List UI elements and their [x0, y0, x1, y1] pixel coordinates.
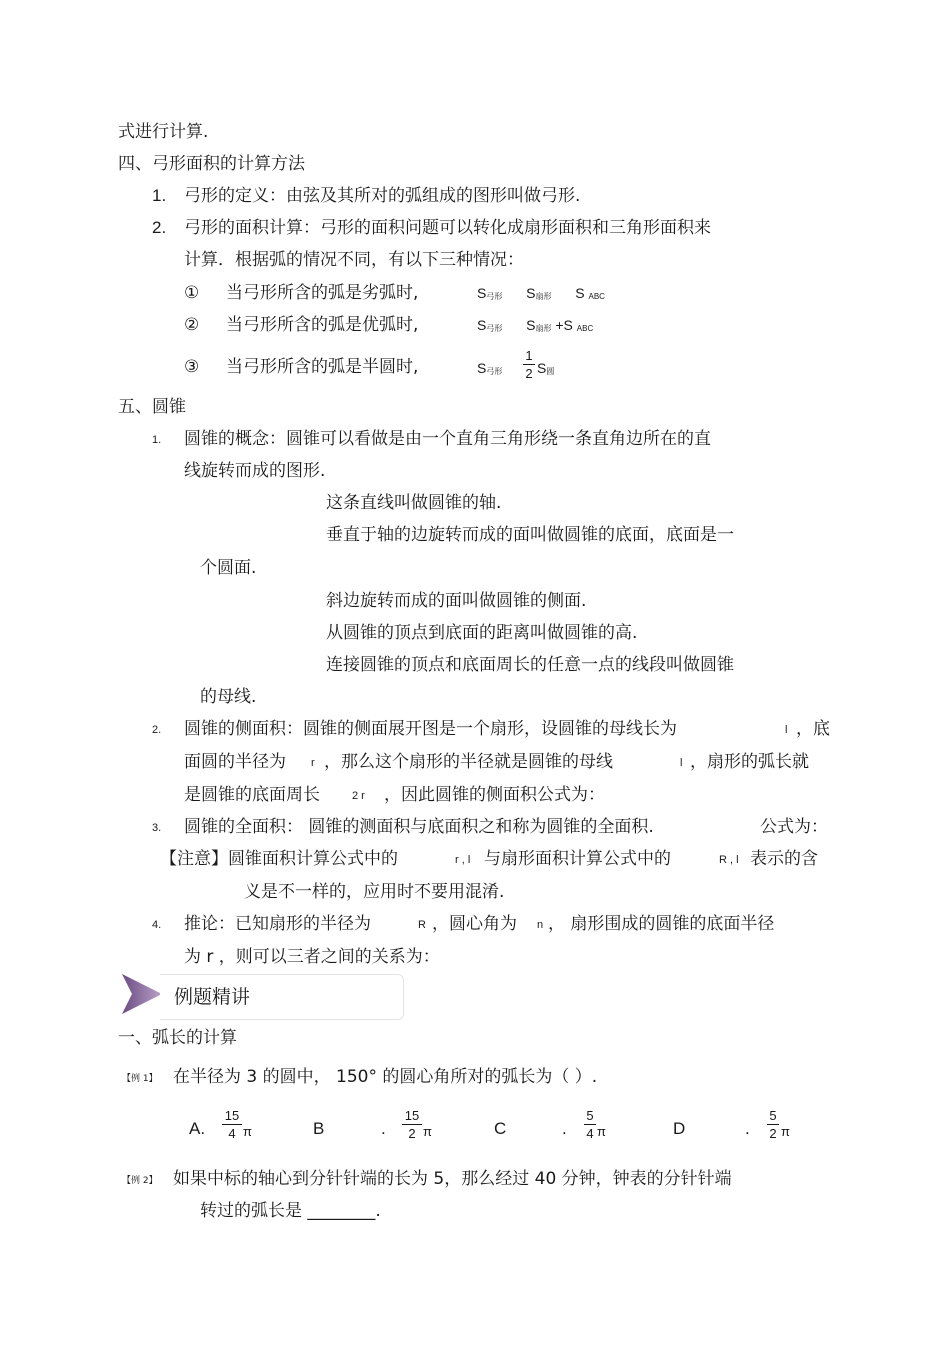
math-expr: R , l	[719, 854, 739, 866]
fraction-denominator: 4	[586, 1126, 594, 1141]
fraction-numerator: 5	[586, 1108, 594, 1123]
note-line: 与扇形面积计算公式中的	[484, 849, 671, 869]
text-line: ，因此圆锥的侧面积公式为：	[384, 785, 605, 805]
text-line: 个圆面.	[200, 558, 257, 578]
option-label-b: B	[313, 1119, 325, 1138]
text-line: 连接圆锥的顶点和底面周长的任意一点的线段叫做圆锥	[326, 655, 734, 675]
text-line: 垂直于轴的边旋转而成的面叫做圆锥的底面，底面是一	[326, 525, 734, 545]
text-line: 圆锥的侧面积：圆锥的侧面展开图是一个扇形，设圆锥的母线长为	[184, 719, 677, 739]
text-line: ， 扇形围成的圆锥的底面半径	[548, 914, 775, 934]
fraction-one-half	[523, 348, 535, 381]
text-line: 式进行计算.	[118, 122, 209, 142]
text-line: 当弓形所含的弧是半圆时,	[226, 357, 419, 377]
pi-symbol: π	[423, 1124, 432, 1139]
text-line: ，底	[796, 719, 830, 739]
formula-symbol: S	[575, 285, 585, 301]
list-number: 1.	[152, 186, 167, 205]
option-b-fraction	[402, 1108, 422, 1141]
formula-subscript: 弓形	[486, 367, 503, 376]
text-line: 线旋转而成的图形.	[184, 461, 326, 481]
list-number: 2.	[152, 218, 167, 237]
banner-arrow-icon	[118, 972, 166, 1016]
math-expr: r , l	[455, 854, 471, 866]
text-line: ，那么这个扇形的半径就是圆锥的母线	[324, 752, 613, 772]
formula-symbol: S	[526, 285, 536, 301]
fraction-numerator: 15	[404, 1108, 420, 1123]
section-heading-5: 五、圆锥	[118, 397, 186, 417]
fraction-bar	[584, 1124, 596, 1125]
text-line: 从圆锥的顶点到底面的距离叫做圆锥的高.	[326, 623, 638, 643]
case-marker: ①	[184, 283, 200, 303]
formula-segment-area	[477, 282, 605, 308]
option-a-fraction	[222, 1108, 242, 1141]
fraction-numerator: 5	[769, 1108, 777, 1123]
option-label-c: C	[494, 1119, 507, 1138]
formula-segment-area	[477, 314, 593, 340]
text-line: 计算．根据弧的情况不同，有以下三种情况：	[184, 250, 524, 270]
section-heading-examples: 一、弧长的计算	[118, 1028, 237, 1048]
pi-symbol: π	[781, 1124, 790, 1139]
formula-subscript: 扇形	[535, 324, 552, 333]
case-marker: ③	[184, 357, 200, 377]
formula-subscript: ABC	[588, 292, 605, 301]
example-question: 如果中标的轴心到分针针端的长为 5，那么经过 40 分钟，钟表的分针针端	[173, 1169, 732, 1189]
text-line: 这条直线叫做圆锥的轴.	[326, 493, 502, 513]
fraction-denominator: 2	[769, 1126, 777, 1141]
formula-operator: +	[555, 317, 564, 333]
formula-symbol: S	[537, 360, 547, 376]
text-line: ，圆心角为	[432, 914, 517, 934]
fraction-numerator: 1	[525, 348, 533, 363]
formula-symbol: S	[563, 317, 573, 333]
text-line: 弓形的面积计算：弓形的面积问题可以转化成扇形面积和三角形面积来	[184, 218, 711, 238]
text-line: 为 r ，则可以三者之间的关系为：	[184, 947, 440, 967]
text-line: 是圆锥的底面周长	[184, 785, 320, 805]
example-tag: 【例 1】	[122, 1074, 158, 1084]
formula-subscript: 弓形	[486, 292, 503, 301]
option-dot: .	[562, 1119, 567, 1138]
fraction-denominator: 4	[228, 1126, 236, 1141]
formula-symbol	[537, 357, 554, 383]
fraction-numerator: 15	[224, 1108, 240, 1123]
list-number: 2.	[152, 724, 162, 736]
math-var: R	[418, 919, 426, 931]
list-number: 3.	[152, 822, 162, 834]
option-d-fraction	[767, 1108, 779, 1141]
fraction-bar	[222, 1124, 242, 1125]
text-line: 当弓形所含的弧是劣弧时,	[226, 283, 419, 303]
example-question: 在半径为 3 的圆中， 150° 的圆心角所对的弧长为（ ）.	[173, 1067, 598, 1087]
math-var: l	[785, 724, 788, 736]
text-line: 的母线.	[200, 687, 257, 707]
formula-subscript: 弓形	[486, 324, 503, 333]
note-line: 表示的含	[750, 849, 818, 869]
text-line: 弓形的定义：由弦及其所对的弧组成的图形叫做弓形.	[184, 186, 581, 206]
fraction-denominator: 2	[408, 1126, 416, 1141]
example-tag: 【例 2】	[122, 1176, 158, 1186]
text-line: 公式为：	[760, 817, 828, 837]
example-question: 转过的弧长是 ________.	[200, 1201, 381, 1221]
text-line: 面圆的半径为	[184, 752, 286, 772]
note-line: 【注意】圆锥面积计算公式中的	[160, 849, 398, 869]
text-line: 推论：已知扇形的半径为	[184, 914, 371, 934]
math-var: l	[680, 757, 683, 769]
text-line: 当弓形所含的弧是优弧时,	[226, 315, 419, 335]
math-expr: 2 r	[352, 790, 365, 802]
formula-symbol: S	[477, 285, 487, 301]
option-label-d: D	[673, 1119, 686, 1138]
section-heading-4: 四、弓形面积的计算方法	[118, 154, 305, 174]
formula-subscript: 圆	[546, 367, 555, 376]
banner-title: 例题精讲	[174, 986, 251, 1008]
math-var: n	[537, 919, 544, 931]
text-line: 圆锥的概念：圆锥可以看做是由一个直角三角形绕一条直角边所在的直	[184, 429, 711, 449]
formula-symbol	[477, 357, 502, 383]
fraction-bar	[523, 364, 535, 365]
case-marker: ②	[184, 315, 200, 335]
note-line: 义是不一样的，应用时不要用混淆.	[244, 882, 505, 902]
pi-symbol: π	[597, 1124, 606, 1139]
list-number: 4.	[152, 919, 162, 931]
text-line: 圆锥的全面积： 圆锥的测面积与底面积之和称为圆锥的全面积.	[184, 817, 654, 837]
fraction-bar	[767, 1124, 779, 1125]
formula-symbol: S	[477, 360, 487, 376]
fraction-bar	[402, 1124, 422, 1125]
fraction-denominator: 2	[525, 366, 533, 381]
text-line: ，扇形的弧长就	[690, 752, 809, 772]
option-dot: .	[745, 1119, 750, 1138]
list-number: 1.	[152, 434, 162, 446]
formula-symbol: S	[526, 317, 536, 333]
option-label-a: A.	[189, 1119, 206, 1138]
option-dot: .	[381, 1119, 386, 1138]
option-c-fraction	[584, 1108, 596, 1141]
formula-subscript: ABC	[576, 324, 594, 333]
text-line: 斜边旋转而成的面叫做圆锥的侧面.	[326, 591, 587, 611]
formula-subscript: 扇形	[535, 292, 552, 301]
math-var: r	[311, 757, 315, 769]
formula-symbol: S	[477, 317, 487, 333]
pi-symbol: π	[243, 1124, 252, 1139]
